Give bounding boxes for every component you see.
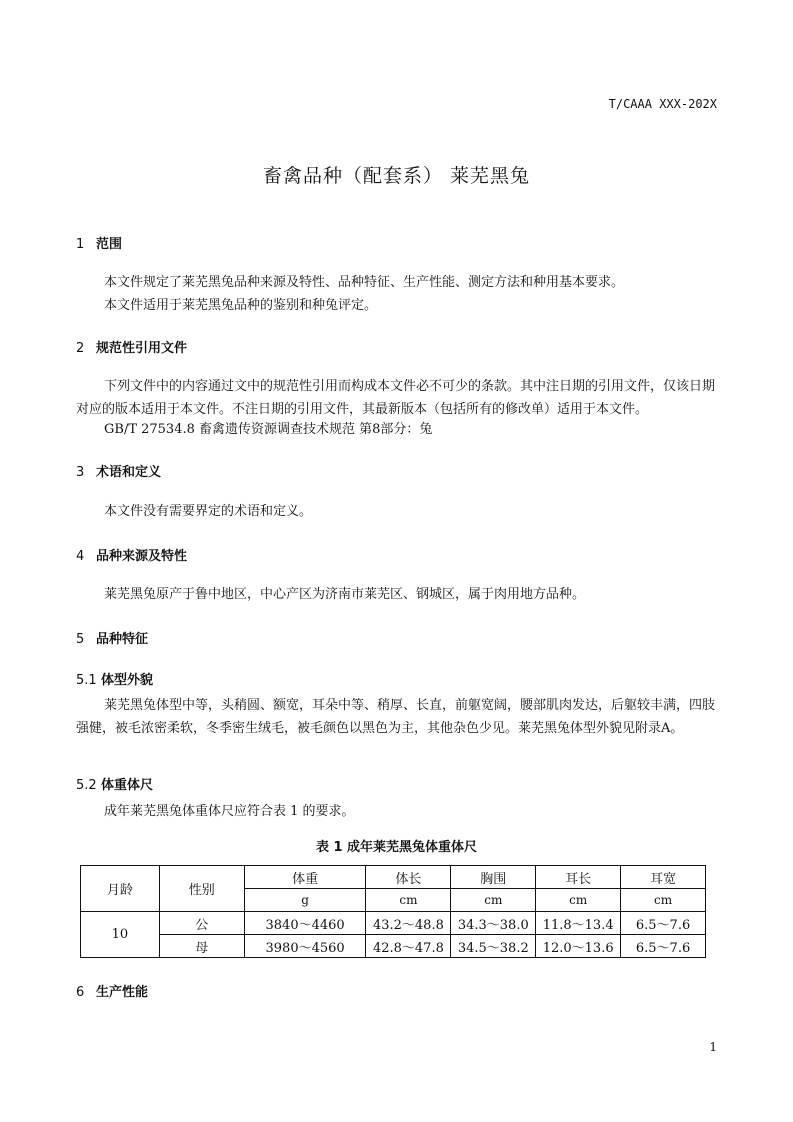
section-title: 规范性引用文件 xyxy=(96,341,188,356)
unit-ear-width: cm xyxy=(621,889,706,912)
document-number: T/CAAA XXX-202X xyxy=(608,97,717,111)
cell-ear-width: 6.5～7.6 xyxy=(621,912,706,935)
cell-ear-length: 11.8～13.4 xyxy=(536,912,621,935)
cell-sex: 公 xyxy=(159,912,244,935)
section-number: 6 xyxy=(76,985,85,1000)
cell-chest: 34.3～38.0 xyxy=(451,912,536,935)
header-chest: 胸围 xyxy=(451,866,536,889)
section-4-heading xyxy=(76,545,187,564)
section-title: 体重体尺 xyxy=(101,778,154,793)
section-title: 生产性能 xyxy=(96,985,149,1000)
section-5-1-heading xyxy=(76,669,153,688)
unit-body-length: cm xyxy=(366,889,451,912)
table-title: 表 1 成年莱芜黑兔体重体尺 xyxy=(315,840,478,855)
section-number: 5.1 xyxy=(76,673,97,688)
section-5-2-heading xyxy=(76,774,153,793)
section-title: 术语和定义 xyxy=(96,465,162,480)
paragraph: 下列文件中的内容通过文中的规范性引用而构成本文件必不可少的条款。其中注日期的引用文件，仅该日期对应的版本适用于本文件。不注日期的引用文件，其最新版本（包括所有的修改单）适用于本文件。 xyxy=(76,379,716,417)
cell-body-length: 42.8～47.8 xyxy=(366,935,451,958)
cell-sex: 母 xyxy=(159,935,244,958)
table-row xyxy=(81,912,706,935)
header-weight: 体重 xyxy=(244,866,366,889)
paragraph: 本文件没有需要界定的术语和定义。 xyxy=(104,504,313,519)
section-number: 2 xyxy=(76,341,85,356)
unit-weight: g xyxy=(244,889,366,912)
header-ear-length: 耳长 xyxy=(536,866,621,889)
paragraph: 本文件规定了莱芜黑兔品种来源及特性、品种特征、生产性能、测定方法和种用基本要求。 xyxy=(104,275,625,290)
paragraph: 本文件适用于莱芜黑兔品种的鉴别和种兔评定。 xyxy=(104,298,378,313)
header-age: 月龄 xyxy=(81,866,160,912)
unit-ear-length: cm xyxy=(536,889,621,912)
section-3-heading xyxy=(76,461,161,480)
page-number: 1 xyxy=(709,1040,717,1054)
section-number: 5 xyxy=(76,632,85,647)
normative-reference: GB/T 27534.8 畜禽遗传资源调查技术规范 第8部分：兔 xyxy=(104,422,433,437)
section-title: 范围 xyxy=(96,237,123,252)
body-measurement-table xyxy=(80,865,706,958)
section-1-heading xyxy=(76,233,122,252)
section-6-heading xyxy=(76,981,148,1000)
unit-chest: cm xyxy=(451,889,536,912)
paragraph: 成年莱芜黑兔体重体尺应符合表 1 的要求。 xyxy=(104,804,355,819)
table-header-row xyxy=(81,866,706,889)
header-sex: 性别 xyxy=(159,866,244,912)
paragraph: 莱芜黑兔体型中等，头稍圆、额宽，耳朵中等、稍厚、长直，前躯宽阔，腰部肌肉发达，后躯较丰满，四肢强健，被毛浓密柔软，冬季密生绒毛，被毛颜色以黑色为主，其他杂色少见。莱芜黑兔体型外貌见附录A。 xyxy=(76,698,716,736)
page-title: 畜禽品种（配套系） 莱芜黑兔 xyxy=(262,165,531,187)
paragraph: 莱芜黑兔原产于鲁中地区，中心产区为济南市莱芜区、钢城区，属于肉用地方品种。 xyxy=(104,587,586,602)
cell-age: 10 xyxy=(81,912,160,958)
header-body-length: 体长 xyxy=(366,866,451,889)
section-title: 体型外貌 xyxy=(101,673,154,688)
section-number: 3 xyxy=(76,465,85,480)
cell-body-length: 43.2～48.8 xyxy=(366,912,451,935)
section-2-heading xyxy=(76,337,187,356)
section-title: 品种特征 xyxy=(96,632,149,647)
section-title: 品种来源及特性 xyxy=(96,549,188,564)
cell-weight: 3840～4460 xyxy=(244,912,366,935)
cell-chest: 34.5～38.2 xyxy=(451,935,536,958)
section-number: 5.2 xyxy=(76,778,97,793)
table-row xyxy=(81,935,706,958)
section-number: 1 xyxy=(76,237,85,252)
header-ear-width: 耳宽 xyxy=(621,866,706,889)
cell-weight: 3980～4560 xyxy=(244,935,366,958)
cell-ear-length: 12.0～13.6 xyxy=(536,935,621,958)
section-number: 4 xyxy=(76,549,85,564)
cell-ear-width: 6.5～7.6 xyxy=(621,935,706,958)
section-5-heading xyxy=(76,628,148,647)
